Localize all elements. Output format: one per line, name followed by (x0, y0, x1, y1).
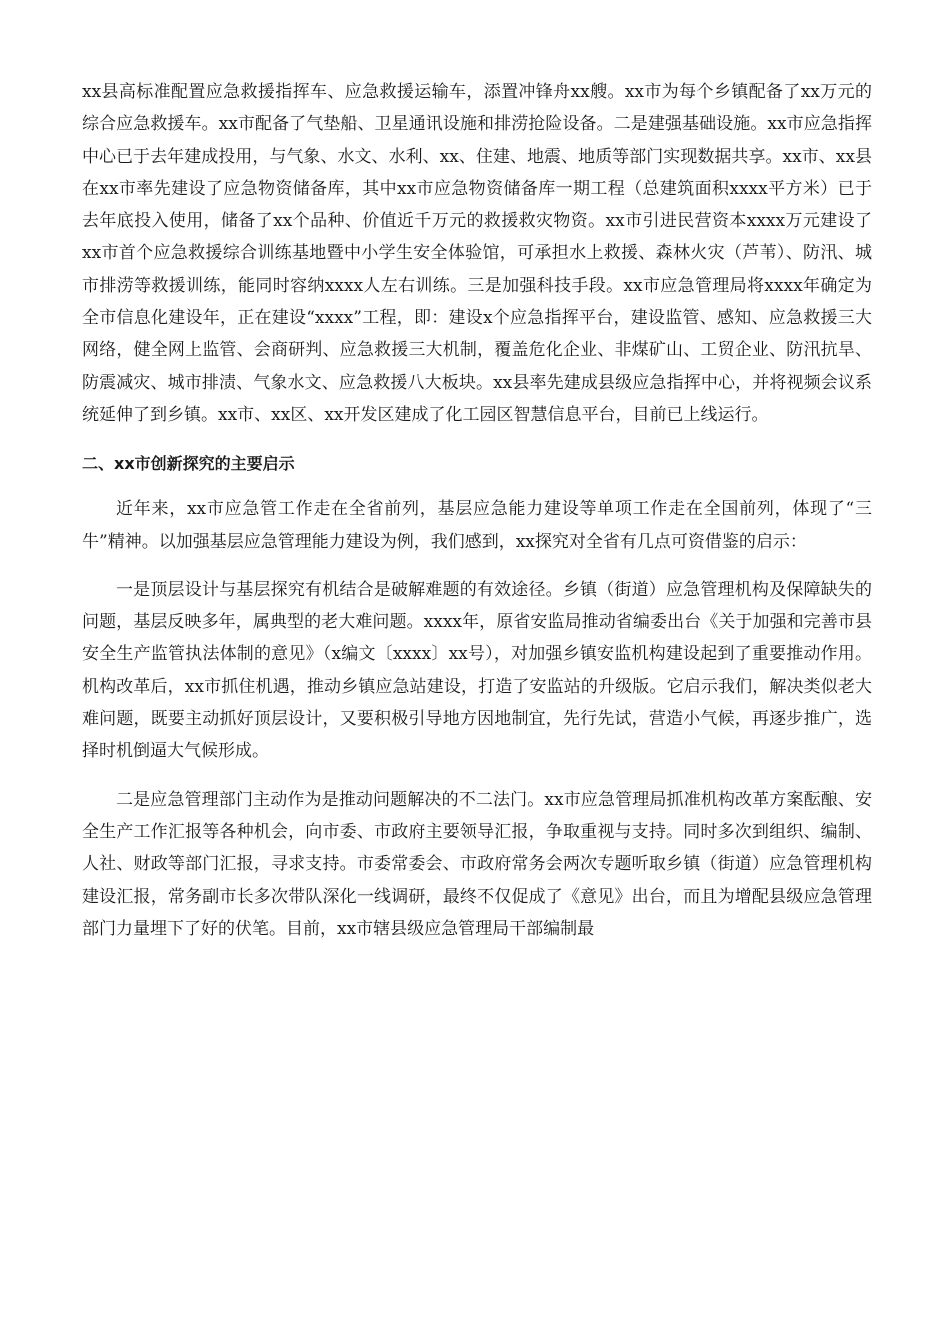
intro-paragraph: 近年来，xx市应急管工作走在全省前列，基层应急能力建设等单项工作走在全国前列，体现了“三牛”精神。以加强基层应急管理能力建设为例，我们感到，xx探究对全省有几点可资借鉴的启示： (82, 499, 872, 552)
section-heading: 二、xx市创新探究的主要启示 (82, 454, 295, 474)
document-page (82, 76, 872, 945)
point-two-paragraph: 二是应急管理部门主动作为是推动问题解决的不二法门。xx市应急管理局抓准机构改革方案酝酿、安全生产工作汇报等各种机会，向市委、市政府主要领导汇报，争取重视与支持。同时多次到组织、编制、人社、财政等部门汇报，寻求支持。市委常委会、市政府常务会两次专题听取乡镇（街道）应急管理机构建设汇报，常务副市长多次带队深化一线调研，最终不仅促成了《意见》出台，而且为增配县级应急管理部门力量埋下了好的伏笔。目前，xx市辖县级应急管理局干部编制最 (82, 789, 872, 939)
paragraph-continuation: xx县高标准配置应急救援指挥车、应急救援运输车，添置冲锋舟xx艘。xx市为每个乡镇配备了xx万元的综合应急救援车。xx市配备了气垫船、卫星通讯设施和排涝抢险设备。二是建强基础设施。xx市应急指挥中心已于去年建成投用，与气象、水文、水利、xx、住建、地震、地质等部门实现数据共享。xx市、xx县在xx市率先建设了应急物资储备库，其中xx市应急物资储备库一期工程（总建筑面积xxxx平方米）已于去年底投入使用，储备了xx个品种、价值近千万元的救援救灾物资。xx市引进民营资本xxxx万元建设了xx市首个应急救援综合训练基地暨中小学生安全体验馆，可承担水上救援、森林火灾（芦苇）、防汛、城市排涝等救援训练，能同时容纳xxxx人左右训练。三是加强科技手段。xx市应急管理局将xxxx年确定为全市信息化建设年，正在建设“xxxx”工程，即：建设x个应急指挥平台，建设监管、感知、应急救援三大网络，健全网上监管、会商研判、应急救援三大机制，覆盖危化企业、非煤矿山、工贸企业、防汛抗旱、防震减灾、城市排渍、气象水文、应急救援八大板块。xx县率先建成县级应急指挥中心，并将视频会议系统延伸了到乡镇。xx市、xx区、xx开发区建成了化工园区智慧信息平台，目前已上线运行。 (82, 82, 872, 425)
point-one-paragraph: 一是顶层设计与基层探究有机结合是破解难题的有效途径。乡镇（街道）应急管理机构及保障缺失的问题，基层反映多年，属典型的老大难问题。xxxx年，原省安监局推动省编委出台《关于加强和完善市县安全生产监管执法体制的意见》（x编文〔xxxx〕xx号），对加强乡镇安监机构建设起到了重要推动作用。机构改革后，xx市抓住机遇，推动乡镇应急站建设，打造了安监站的升级版。它启示我们，解决类似老大难问题，既要主动抓好顶层设计，又要积极引导地方因地制宜，先行先试，营造小气候，再逐步推广，选择时机倒逼大气候形成。 (82, 579, 872, 762)
